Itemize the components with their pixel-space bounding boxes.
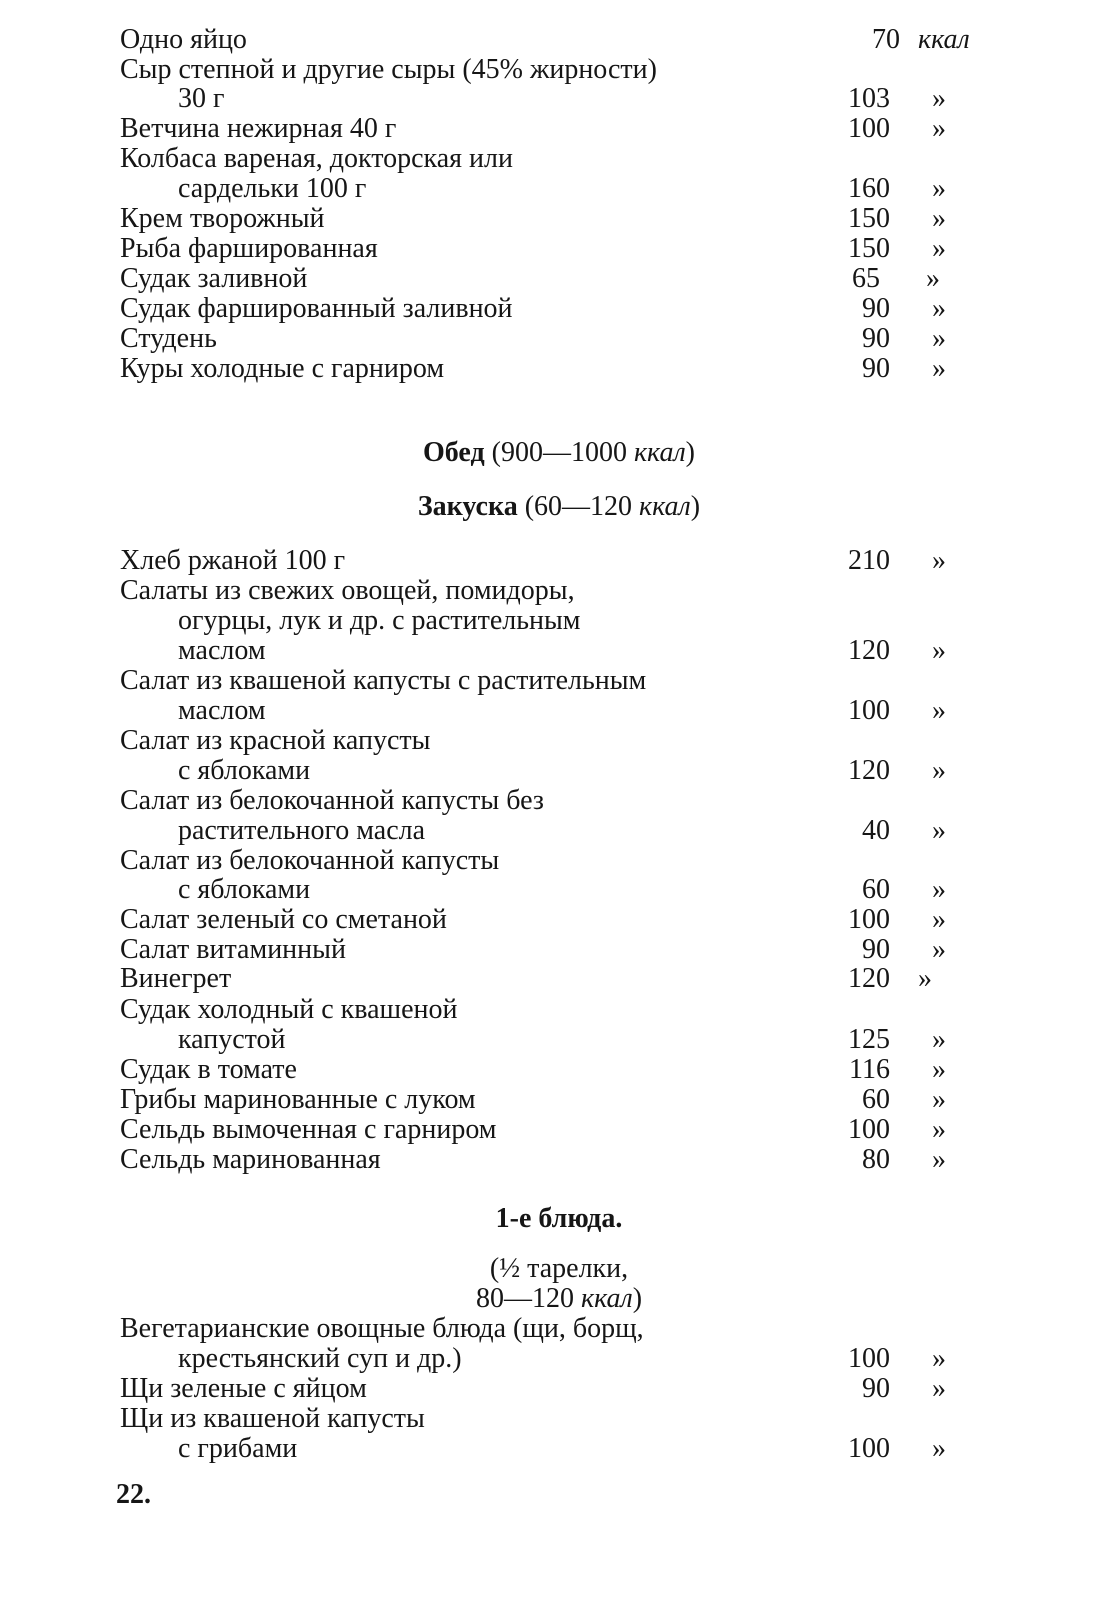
item-label: Винегрет <box>120 963 232 994</box>
item-label: Студень <box>120 323 217 354</box>
item-label: Судак холодный с квашеной <box>120 994 458 1025</box>
item-label: Сельдь маринованная <box>120 1144 381 1175</box>
item-label: Судак фаршированный заливной <box>120 293 513 324</box>
list-item <box>0 756 1118 786</box>
list-item <box>0 1434 1118 1464</box>
item-calories: 90 <box>862 293 890 324</box>
item-label: Сыр степной и другие сыры (45% жирности) <box>120 54 657 85</box>
item-unit: » <box>932 323 946 354</box>
item-unit: » <box>932 635 946 666</box>
section-heading-lunch <box>0 438 1118 468</box>
item-unit: » <box>932 1433 946 1464</box>
item-unit: » <box>932 755 946 786</box>
item-label: Куры холодные с гарниром <box>120 353 445 384</box>
item-label: Салаты из свежих овощей, помидоры, <box>120 575 575 606</box>
list-item <box>0 294 1118 324</box>
item-calories: 100 <box>848 1343 890 1374</box>
list-item <box>0 905 1118 935</box>
item-label: Салат из белокочанной капусты без <box>120 785 544 816</box>
list-item <box>0 264 1118 294</box>
item-calories: 90 <box>862 1373 890 1404</box>
item-unit: » <box>932 353 946 384</box>
item-label: растительного масла <box>178 815 426 846</box>
list-item <box>0 546 1118 576</box>
item-calories: 70 <box>872 24 900 55</box>
list-item <box>0 1314 1118 1344</box>
section-heading-appetizer <box>0 492 1118 522</box>
item-unit: » <box>932 113 946 144</box>
item-unit: » <box>932 1373 946 1404</box>
item-label: капустой <box>178 1024 286 1055</box>
item-calories: 103 <box>848 83 890 114</box>
item-calories: 125 <box>848 1024 890 1055</box>
list-item <box>0 786 1118 816</box>
item-calories: 120 <box>848 755 890 786</box>
item-calories: 40 <box>862 815 890 846</box>
list-item <box>0 816 1118 846</box>
list-item <box>0 1025 1118 1055</box>
item-label: с яблоками <box>178 874 311 905</box>
item-calories: 90 <box>862 353 890 384</box>
item-calories: 210 <box>848 545 890 576</box>
item-label: Судак заливной <box>120 263 308 294</box>
item-label: Салат из белокочанной капусты <box>120 845 500 876</box>
heading-title: 1-е блюда. <box>495 1203 623 1234</box>
item-unit: » <box>932 173 946 204</box>
item-calories: 90 <box>862 323 890 354</box>
list-item <box>0 1085 1118 1115</box>
list-item <box>0 1374 1118 1404</box>
item-calories: 60 <box>862 874 890 905</box>
item-label: Салат витаминный <box>120 934 346 965</box>
heading-unit: ккал <box>639 491 691 522</box>
heading-range: (60—120 <box>524 491 633 522</box>
item-calories: 100 <box>848 1114 890 1145</box>
section-heading-first-course <box>0 1204 1118 1234</box>
item-unit: » <box>932 1114 946 1145</box>
page-number: 22. <box>116 1479 151 1510</box>
list-item <box>0 234 1118 264</box>
item-calories: 160 <box>848 173 890 204</box>
list-item <box>0 174 1118 204</box>
item-unit: » <box>932 874 946 905</box>
item-label: Ветчина нежирная 40 г <box>120 113 397 144</box>
item-calories: 65 <box>852 263 880 294</box>
heading-range: 80—120 <box>475 1283 574 1314</box>
item-label: Салат из квашеной капусты с растительным <box>120 665 647 696</box>
item-unit: » <box>932 233 946 264</box>
list-item <box>0 25 1118 55</box>
list-item <box>0 324 1118 354</box>
item-label: огурцы, лук и др. с растительным <box>178 605 581 636</box>
item-calories: 150 <box>848 233 890 264</box>
item-calories: 120 <box>848 635 890 666</box>
section-subheading-first-course <box>0 1254 1118 1284</box>
list-item <box>0 606 1118 636</box>
item-calories: 120 <box>848 963 890 994</box>
item-unit: » <box>932 904 946 935</box>
heading-close: ) <box>632 1283 643 1314</box>
item-calories: 100 <box>848 1433 890 1464</box>
item-unit: » <box>932 545 946 576</box>
item-calories: 100 <box>848 695 890 726</box>
list-item <box>0 144 1118 174</box>
item-unit: » <box>926 263 940 294</box>
item-label: Рыба фаршированная <box>120 233 378 264</box>
item-unit: » <box>932 934 946 965</box>
list-item <box>0 935 1118 965</box>
item-label: Салат зеленый со сметаной <box>120 904 447 935</box>
item-label: Крем творожный <box>120 203 325 234</box>
item-unit: ккал <box>918 24 970 55</box>
list-item <box>0 354 1118 384</box>
item-unit: » <box>932 1054 946 1085</box>
item-unit: » <box>932 695 946 726</box>
item-calories: 116 <box>849 1054 890 1085</box>
heading-close: ) <box>685 437 695 468</box>
list-item <box>0 1404 1118 1434</box>
heading-unit: ккал <box>633 437 686 468</box>
list-item <box>0 1145 1118 1175</box>
item-label: Хлеб ржаной 100 г <box>120 545 346 576</box>
item-unit: » <box>932 1024 946 1055</box>
list-item <box>0 666 1118 696</box>
item-label: Щи зеленые с яйцом <box>120 1373 367 1404</box>
item-unit: » <box>932 83 946 114</box>
list-item <box>0 576 1118 606</box>
item-label: Судак в томате <box>120 1054 297 1085</box>
item-unit: » <box>932 1084 946 1115</box>
list-item <box>0 964 1118 994</box>
list-item <box>0 84 1118 114</box>
list-item <box>0 1344 1118 1374</box>
heading-portion: (½ тарелки, <box>489 1253 629 1284</box>
item-label: Грибы маринованные с луком <box>120 1084 476 1115</box>
item-unit: » <box>932 1144 946 1175</box>
list-item <box>0 846 1118 876</box>
item-label: Одно яйцо <box>120 24 247 55</box>
list-item <box>0 1115 1118 1145</box>
heading-title: Обед <box>422 437 485 468</box>
item-label: Вегетарианские овощные блюда (щи, борщ, <box>120 1313 644 1344</box>
item-calories: 80 <box>862 1144 890 1175</box>
item-unit: » <box>932 293 946 324</box>
list-item <box>0 636 1118 666</box>
item-label: крестьянский суп и др.) <box>178 1343 462 1374</box>
item-label: с яблоками <box>178 755 311 786</box>
item-label: сардельки 100 г <box>178 173 367 204</box>
item-label: Колбаса вареная, докторская или <box>120 143 513 174</box>
heading-range: (900—1000 <box>491 437 627 468</box>
item-label: 30 г <box>178 83 225 114</box>
list-item <box>0 55 1118 85</box>
item-label: с грибами <box>178 1433 298 1464</box>
list-item <box>0 875 1118 905</box>
heading-unit: ккал <box>580 1283 633 1314</box>
item-unit: » <box>932 1343 946 1374</box>
list-item <box>0 696 1118 726</box>
item-unit: » <box>932 815 946 846</box>
list-item <box>0 726 1118 756</box>
item-label: Щи из квашеной капусты <box>120 1403 425 1434</box>
item-unit: » <box>932 203 946 234</box>
item-label: маслом <box>178 695 266 726</box>
item-unit: » <box>918 963 932 994</box>
heading-close: ) <box>690 491 701 522</box>
list-item <box>0 1055 1118 1085</box>
item-calories: 60 <box>862 1084 890 1115</box>
list-item <box>0 114 1118 144</box>
item-calories: 100 <box>848 113 890 144</box>
list-item <box>0 204 1118 234</box>
item-label: маслом <box>178 635 266 666</box>
section-subheading-range <box>0 1284 1118 1314</box>
item-calories: 90 <box>862 934 890 965</box>
list-item <box>0 995 1118 1025</box>
item-label: Салат из красной капусты <box>120 725 431 756</box>
item-calories: 150 <box>848 203 890 234</box>
heading-title: Закуска <box>417 491 518 522</box>
item-calories: 100 <box>848 904 890 935</box>
item-label: Сельдь вымоченная с гарниром <box>120 1114 497 1145</box>
